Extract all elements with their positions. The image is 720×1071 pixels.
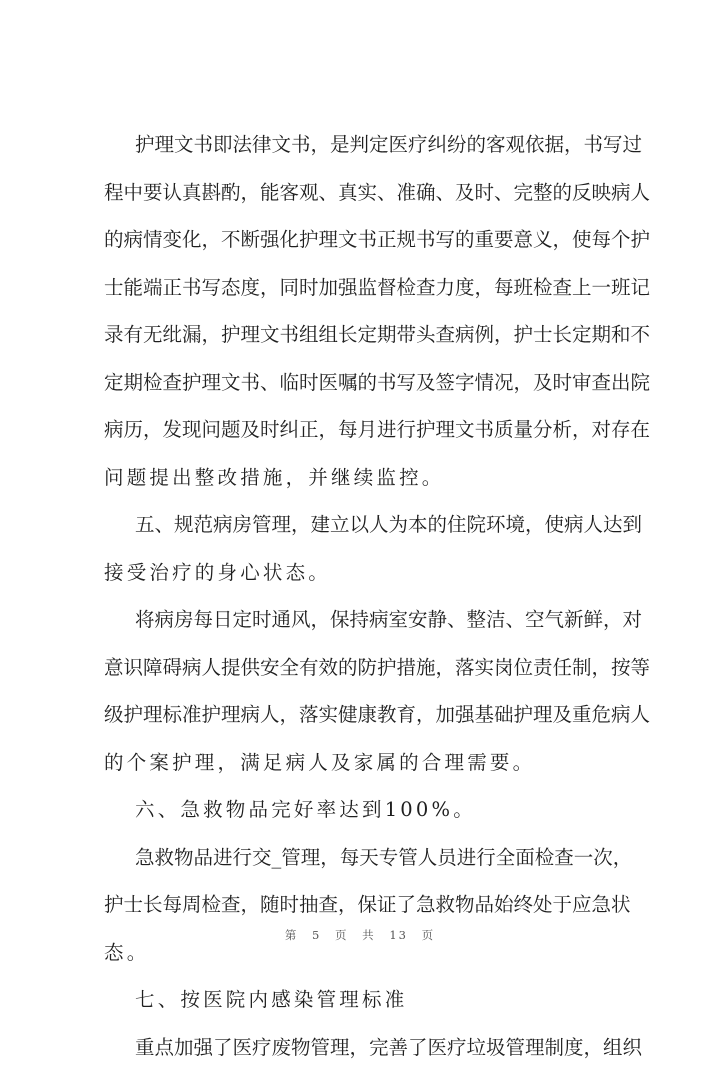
paragraph-line: 意识障碍病人提供安全有效的防护措施，落实岗位责任制，按等 xyxy=(104,644,624,692)
paragraph-line: 重点加强了医疗废物管理，完善了医疗垃圾管理制度，组织 xyxy=(104,1024,624,1071)
section-heading-line: 六、急救物品完好率达到100%。 xyxy=(104,786,624,834)
section-heading-line: 七、按医院内感染管理标准 xyxy=(104,976,624,1024)
paragraph-line: 态。 xyxy=(104,929,624,977)
paragraph-line: 将病房每日定时通风，保持病室安静、整洁、空气新鲜，对 xyxy=(104,596,624,644)
section-heading-line: 接受治疗的身心状态。 xyxy=(104,549,624,597)
page-footer xyxy=(0,927,720,943)
paragraph-line: 急救物品进行交_管理，每天专管人员进行全面检查一次， xyxy=(104,834,624,882)
paragraph-line: 病历，发现问题及时纠正，每月进行护理文书质量分析，对存在 xyxy=(104,406,624,454)
paragraph-line: 定期检查护理文书、临时医嘱的书写及签字情况，及时审查出院 xyxy=(104,359,624,407)
paragraph-line: 问题提出整改措施，并继续监控。 xyxy=(104,454,624,502)
total-label: 共 xyxy=(362,928,376,942)
paragraph-line: 护士长每周检查，随时抽查，保证了急救物品始终处于应急状 xyxy=(104,881,624,929)
section-heading-line: 五、规范病房管理，建立以人为本的住院环境，使病人达到 xyxy=(104,501,624,549)
paragraph-line: 程中要认真斟酌，能客观、真实、准确、及时、完整的反映病人 xyxy=(104,169,624,217)
page-number: 5 xyxy=(312,928,321,942)
total-unit: 页 xyxy=(422,928,436,942)
page-unit: 页 xyxy=(335,928,349,942)
total-pages: 13 xyxy=(389,928,408,942)
paragraph-line: 级护理标准护理病人，落实健康教育，加强基础护理及重危病人 xyxy=(104,691,624,739)
paragraph-line: 录有无纰漏，护理文书组组长定期带头查病例，护士长定期和不 xyxy=(104,311,624,359)
paragraph-line: 的个案护理，满足病人及家属的合理需要。 xyxy=(104,739,624,787)
paragraph-line: 的病情变化，不断强化护理文书正规书写的重要意义，使每个护 xyxy=(104,216,624,264)
paragraph-line: 护理文书即法律文书，是判定医疗纠纷的客观依据，书写过 xyxy=(104,121,624,169)
page-label: 第 xyxy=(285,928,299,942)
paragraph-line: 士能端正书写态度，同时加强监督检查力度，每班检查上一班记 xyxy=(104,264,624,312)
